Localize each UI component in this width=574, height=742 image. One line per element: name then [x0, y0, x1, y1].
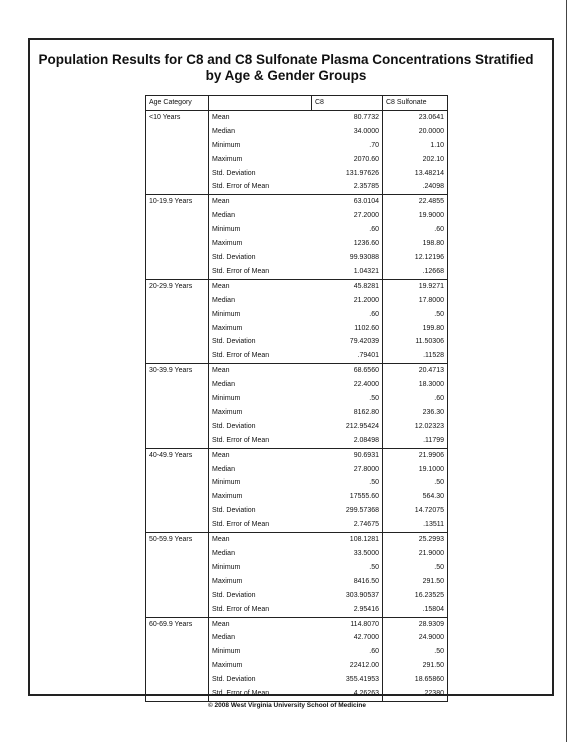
- c8-value-cell: 68.6560: [312, 364, 383, 378]
- table-row: [146, 575, 448, 589]
- c8-value-cell: 21.2000: [312, 294, 383, 308]
- table-row: [146, 110, 448, 124]
- c8-sulfonate-value-cell: 1.10: [383, 139, 448, 153]
- table-row: [146, 335, 448, 349]
- c8-value-cell: 99.93088: [312, 251, 383, 265]
- c8-value-cell: .50: [312, 476, 383, 490]
- age-category-cell: [146, 349, 209, 363]
- c8-value-cell: .50: [312, 561, 383, 575]
- age-category-cell: [146, 125, 209, 139]
- age-category-cell: [146, 153, 209, 167]
- age-category-cell: [146, 687, 209, 701]
- c8-sulfonate-value-cell: 12.02323: [383, 420, 448, 434]
- c8-value-cell: 17555.60: [312, 490, 383, 504]
- c8-value-cell: 2.74675: [312, 518, 383, 532]
- age-category-cell: [146, 378, 209, 392]
- c8-sulfonate-value-cell: .12668: [383, 265, 448, 279]
- age-category-cell: [146, 659, 209, 673]
- statistic-label-cell: Mean: [212, 536, 230, 544]
- age-category-cell: [146, 434, 209, 448]
- c8-value-cell: 2.95416: [312, 603, 383, 617]
- c8-value-cell: 2.35785: [312, 180, 383, 194]
- age-category-cell: [146, 631, 209, 645]
- c8-sulfonate-value-cell: 199.80: [383, 322, 448, 336]
- c8-sulfonate-value-cell: .13511: [383, 518, 448, 532]
- c8-sulfonate-value-cell: .11528: [383, 349, 448, 363]
- c8-value-cell: 1.04321: [312, 265, 383, 279]
- age-category-cell: [146, 167, 209, 181]
- statistic-label-cell: Mean: [212, 451, 230, 459]
- table-row: [146, 448, 448, 462]
- age-category-cell: [146, 575, 209, 589]
- c8-value-cell: 45.8281: [312, 279, 383, 293]
- statistic-label-cell: Std. Deviation: [212, 591, 256, 599]
- c8-value-cell: 2070.60: [312, 153, 383, 167]
- table-header-row: [146, 96, 448, 111]
- c8-sulfonate-value-cell: 23.0641: [383, 110, 448, 124]
- c8-sulfonate-value-cell: .50: [383, 476, 448, 490]
- statistic-label-cell: Std. Error of Mean: [209, 518, 312, 532]
- statistic-label-cell: Std. Error of Mean: [209, 687, 312, 701]
- c8-sulfonate-value-cell: .22380: [383, 687, 448, 701]
- c8-value-cell: 1236.60: [312, 237, 383, 251]
- table-row: [146, 547, 448, 561]
- c8-sulfonate-value-cell: 18.65860: [383, 673, 448, 687]
- age-category-cell: 60-69.9 Years: [146, 617, 209, 631]
- table-row: [146, 631, 448, 645]
- statistic-label-cell: Minimum: [212, 563, 241, 571]
- statistic-label-cell: Std. Deviation: [212, 422, 256, 430]
- c8-value-cell: 27.8000: [312, 463, 383, 477]
- statistic-label-cell: Std. Error of Mean: [209, 349, 312, 363]
- table-row: [146, 434, 448, 448]
- statistic-label-cell: Minimum: [212, 310, 241, 318]
- table-row: [146, 167, 448, 181]
- age-category-cell: [146, 490, 209, 504]
- scan-edge-line: [566, 0, 567, 742]
- header-age-category: Age Category: [146, 96, 209, 111]
- c8-value-cell: 2.08498: [312, 434, 383, 448]
- statistic-label-cell: Minimum: [212, 226, 241, 234]
- age-category-cell: 40-49.9 Years: [146, 448, 209, 462]
- table-row: [146, 294, 448, 308]
- age-category-cell: [146, 322, 209, 336]
- table-row: [146, 209, 448, 223]
- c8-sulfonate-value-cell: .50: [383, 308, 448, 322]
- c8-sulfonate-value-cell: 19.9271: [383, 279, 448, 293]
- statistic-label-cell: Maximum: [212, 577, 243, 585]
- statistic-label-cell: Std. Deviation: [212, 676, 256, 684]
- results-table: [145, 95, 448, 702]
- table-row: [146, 645, 448, 659]
- table-row: [146, 392, 448, 406]
- statistic-label-cell: Std. Error of Mean: [209, 265, 312, 279]
- table-row: [146, 659, 448, 673]
- statistic-label-cell: Maximum: [212, 662, 243, 670]
- statistic-label-cell: Minimum: [212, 395, 241, 403]
- c8-sulfonate-value-cell: 25.2993: [383, 533, 448, 547]
- c8-sulfonate-value-cell: 21.9000: [383, 547, 448, 561]
- c8-value-cell: .79401: [312, 349, 383, 363]
- c8-sulfonate-value-cell: 18.3000: [383, 378, 448, 392]
- age-category-cell: [146, 518, 209, 532]
- statistic-label-cell: Minimum: [212, 479, 241, 487]
- c8-value-cell: 22412.00: [312, 659, 383, 673]
- c8-value-cell: 90.6931: [312, 448, 383, 462]
- statistic-label-cell: Minimum: [212, 648, 241, 656]
- table-row: [146, 476, 448, 490]
- c8-value-cell: 33.5000: [312, 547, 383, 561]
- statistic-label-cell: Std. Deviation: [212, 507, 256, 515]
- c8-value-cell: 8416.50: [312, 575, 383, 589]
- table-row: [146, 561, 448, 575]
- table-row: [146, 180, 448, 194]
- table-row: [146, 603, 448, 617]
- c8-sulfonate-value-cell: .24098: [383, 180, 448, 194]
- statistic-label-cell: Maximum: [212, 155, 243, 163]
- age-category-cell: [146, 308, 209, 322]
- c8-sulfonate-value-cell: 11.50306: [383, 335, 448, 349]
- table-row: [146, 349, 448, 363]
- c8-value-cell: 42.7000: [312, 631, 383, 645]
- c8-sulfonate-value-cell: 236.30: [383, 406, 448, 420]
- c8-sulfonate-value-cell: 20.0000: [383, 125, 448, 139]
- c8-value-cell: 63.0104: [312, 195, 383, 209]
- header-c8-sulfonate: C8 Sulfonate: [383, 96, 448, 111]
- statistic-label-cell: Std. Deviation: [212, 338, 256, 346]
- statistic-label-cell: Median: [212, 296, 235, 304]
- age-category-cell: [146, 139, 209, 153]
- c8-sulfonate-value-cell: 291.50: [383, 659, 448, 673]
- c8-value-cell: 355.41953: [312, 673, 383, 687]
- age-category-cell: 20-29.9 Years: [146, 279, 209, 293]
- table-row: [146, 589, 448, 603]
- statistic-label-cell: Maximum: [212, 493, 243, 501]
- c8-sulfonate-value-cell: 20.4713: [383, 364, 448, 378]
- age-category-cell: [146, 406, 209, 420]
- age-category-cell: [146, 180, 209, 194]
- c8-sulfonate-value-cell: .15804: [383, 603, 448, 617]
- statistic-label-cell: Mean: [212, 367, 230, 375]
- c8-value-cell: 303.90537: [312, 589, 383, 603]
- age-category-cell: [146, 265, 209, 279]
- statistic-label-cell: Std. Error of Mean: [209, 434, 312, 448]
- c8-sulfonate-value-cell: 28.9309: [383, 617, 448, 631]
- age-category-cell: [146, 294, 209, 308]
- age-category-cell: 50-59.9 Years: [146, 533, 209, 547]
- table-row: [146, 378, 448, 392]
- table-row: [146, 687, 448, 701]
- age-category-cell: [146, 237, 209, 251]
- table-row: [146, 406, 448, 420]
- c8-sulfonate-value-cell: .11799: [383, 434, 448, 448]
- c8-value-cell: .60: [312, 308, 383, 322]
- table-row: [146, 195, 448, 209]
- age-category-cell: [146, 561, 209, 575]
- statistic-label-cell: Std. Error of Mean: [209, 603, 312, 617]
- c8-value-cell: .70: [312, 139, 383, 153]
- table-row: [146, 139, 448, 153]
- page-title: Population Results for C8 and C8 Sulfonate Plasma Concentrations Stratified by Age & Gender Groups: [38, 52, 534, 83]
- c8-sulfonate-value-cell: 17.8000: [383, 294, 448, 308]
- table-row: [146, 420, 448, 434]
- table-row: [146, 364, 448, 378]
- age-category-cell: 10-19.9 Years: [146, 195, 209, 209]
- c8-value-cell: 108.1281: [312, 533, 383, 547]
- age-category-cell: [146, 504, 209, 518]
- c8-sulfonate-value-cell: 13.48214: [383, 167, 448, 181]
- age-category-cell: [146, 645, 209, 659]
- statistic-label-cell: Mean: [212, 198, 230, 206]
- c8-sulfonate-value-cell: 12.12196: [383, 251, 448, 265]
- table-row: [146, 279, 448, 293]
- table-row: [146, 533, 448, 547]
- age-category-cell: [146, 673, 209, 687]
- c8-value-cell: 27.2000: [312, 209, 383, 223]
- table-row: [146, 153, 448, 167]
- c8-value-cell: 114.8070: [312, 617, 383, 631]
- c8-sulfonate-value-cell: 291.50: [383, 575, 448, 589]
- age-category-cell: [146, 547, 209, 561]
- c8-value-cell: 4.26263: [312, 687, 383, 701]
- table-row: [146, 518, 448, 532]
- c8-value-cell: 34.0000: [312, 125, 383, 139]
- table-row: [146, 251, 448, 265]
- age-category-cell: 30-39.9 Years: [146, 364, 209, 378]
- statistic-label-cell: Maximum: [212, 324, 243, 332]
- c8-sulfonate-value-cell: 19.1000: [383, 463, 448, 477]
- statistic-label-cell: Std. Deviation: [212, 253, 256, 261]
- c8-sulfonate-value-cell: .50: [383, 645, 448, 659]
- c8-value-cell: 1102.60: [312, 322, 383, 336]
- statistic-label-cell: Std. Error of Mean: [209, 180, 312, 194]
- table-row: [146, 673, 448, 687]
- table-row: [146, 223, 448, 237]
- c8-sulfonate-value-cell: .60: [383, 392, 448, 406]
- age-category-cell: [146, 223, 209, 237]
- statistic-label-cell: Maximum: [212, 408, 243, 416]
- c8-sulfonate-value-cell: 16.23525: [383, 589, 448, 603]
- header-statistic: [209, 96, 312, 111]
- table-row: [146, 490, 448, 504]
- table-row: [146, 322, 448, 336]
- table-row: [146, 125, 448, 139]
- c8-value-cell: 8162.80: [312, 406, 383, 420]
- statistic-label-cell: Maximum: [212, 240, 243, 248]
- statistic-label-cell: Mean: [212, 620, 230, 628]
- header-c8: C8: [312, 96, 383, 111]
- table-row: [146, 265, 448, 279]
- c8-sulfonate-value-cell: 14.72075: [383, 504, 448, 518]
- statistic-label-cell: Mean: [212, 113, 230, 121]
- c8-value-cell: .50: [312, 392, 383, 406]
- table-row: [146, 463, 448, 477]
- age-category-cell: <10 Years: [146, 110, 209, 124]
- c8-sulfonate-value-cell: 24.9000: [383, 631, 448, 645]
- table-body: [146, 110, 448, 701]
- c8-sulfonate-value-cell: 22.4855: [383, 195, 448, 209]
- table-row: [146, 504, 448, 518]
- statistic-label-cell: Mean: [212, 282, 230, 290]
- c8-sulfonate-value-cell: .50: [383, 561, 448, 575]
- c8-value-cell: 212.95424: [312, 420, 383, 434]
- statistic-label-cell: Median: [212, 465, 235, 473]
- age-category-cell: [146, 335, 209, 349]
- age-category-cell: [146, 392, 209, 406]
- c8-sulfonate-value-cell: 198.80: [383, 237, 448, 251]
- c8-sulfonate-value-cell: 19.9000: [383, 209, 448, 223]
- c8-value-cell: 131.97626: [312, 167, 383, 181]
- statistic-label-cell: Median: [212, 550, 235, 557]
- c8-value-cell: 299.57368: [312, 504, 383, 518]
- age-category-cell: [146, 603, 209, 617]
- c8-value-cell: 79.42039: [312, 335, 383, 349]
- statistic-label-cell: Minimum: [212, 141, 241, 149]
- statistic-label-cell: Median: [212, 381, 235, 389]
- statistic-label-cell: Std. Deviation: [212, 169, 256, 177]
- c8-sulfonate-value-cell: .60: [383, 223, 448, 237]
- table-row: [146, 617, 448, 631]
- age-category-cell: [146, 251, 209, 265]
- copyright-footer: © 2008 West Virginia University School of Medicine: [207, 702, 367, 709]
- age-category-cell: [146, 589, 209, 603]
- age-category-cell: [146, 209, 209, 223]
- c8-value-cell: 80.7732: [312, 110, 383, 124]
- age-category-cell: [146, 420, 209, 434]
- statistic-label-cell: Median: [212, 634, 235, 642]
- c8-value-cell: .60: [312, 645, 383, 659]
- table-row: [146, 237, 448, 251]
- age-category-cell: [146, 476, 209, 490]
- statistic-label-cell: Median: [212, 212, 235, 220]
- c8-sulfonate-value-cell: 202.10: [383, 153, 448, 167]
- table-row: [146, 308, 448, 322]
- c8-sulfonate-value-cell: 21.9906: [383, 448, 448, 462]
- statistic-label-cell: Median: [212, 127, 235, 135]
- c8-value-cell: .60: [312, 223, 383, 237]
- c8-sulfonate-value-cell: 564.30: [383, 490, 448, 504]
- c8-value-cell: 22.4000: [312, 378, 383, 392]
- age-category-cell: [146, 463, 209, 477]
